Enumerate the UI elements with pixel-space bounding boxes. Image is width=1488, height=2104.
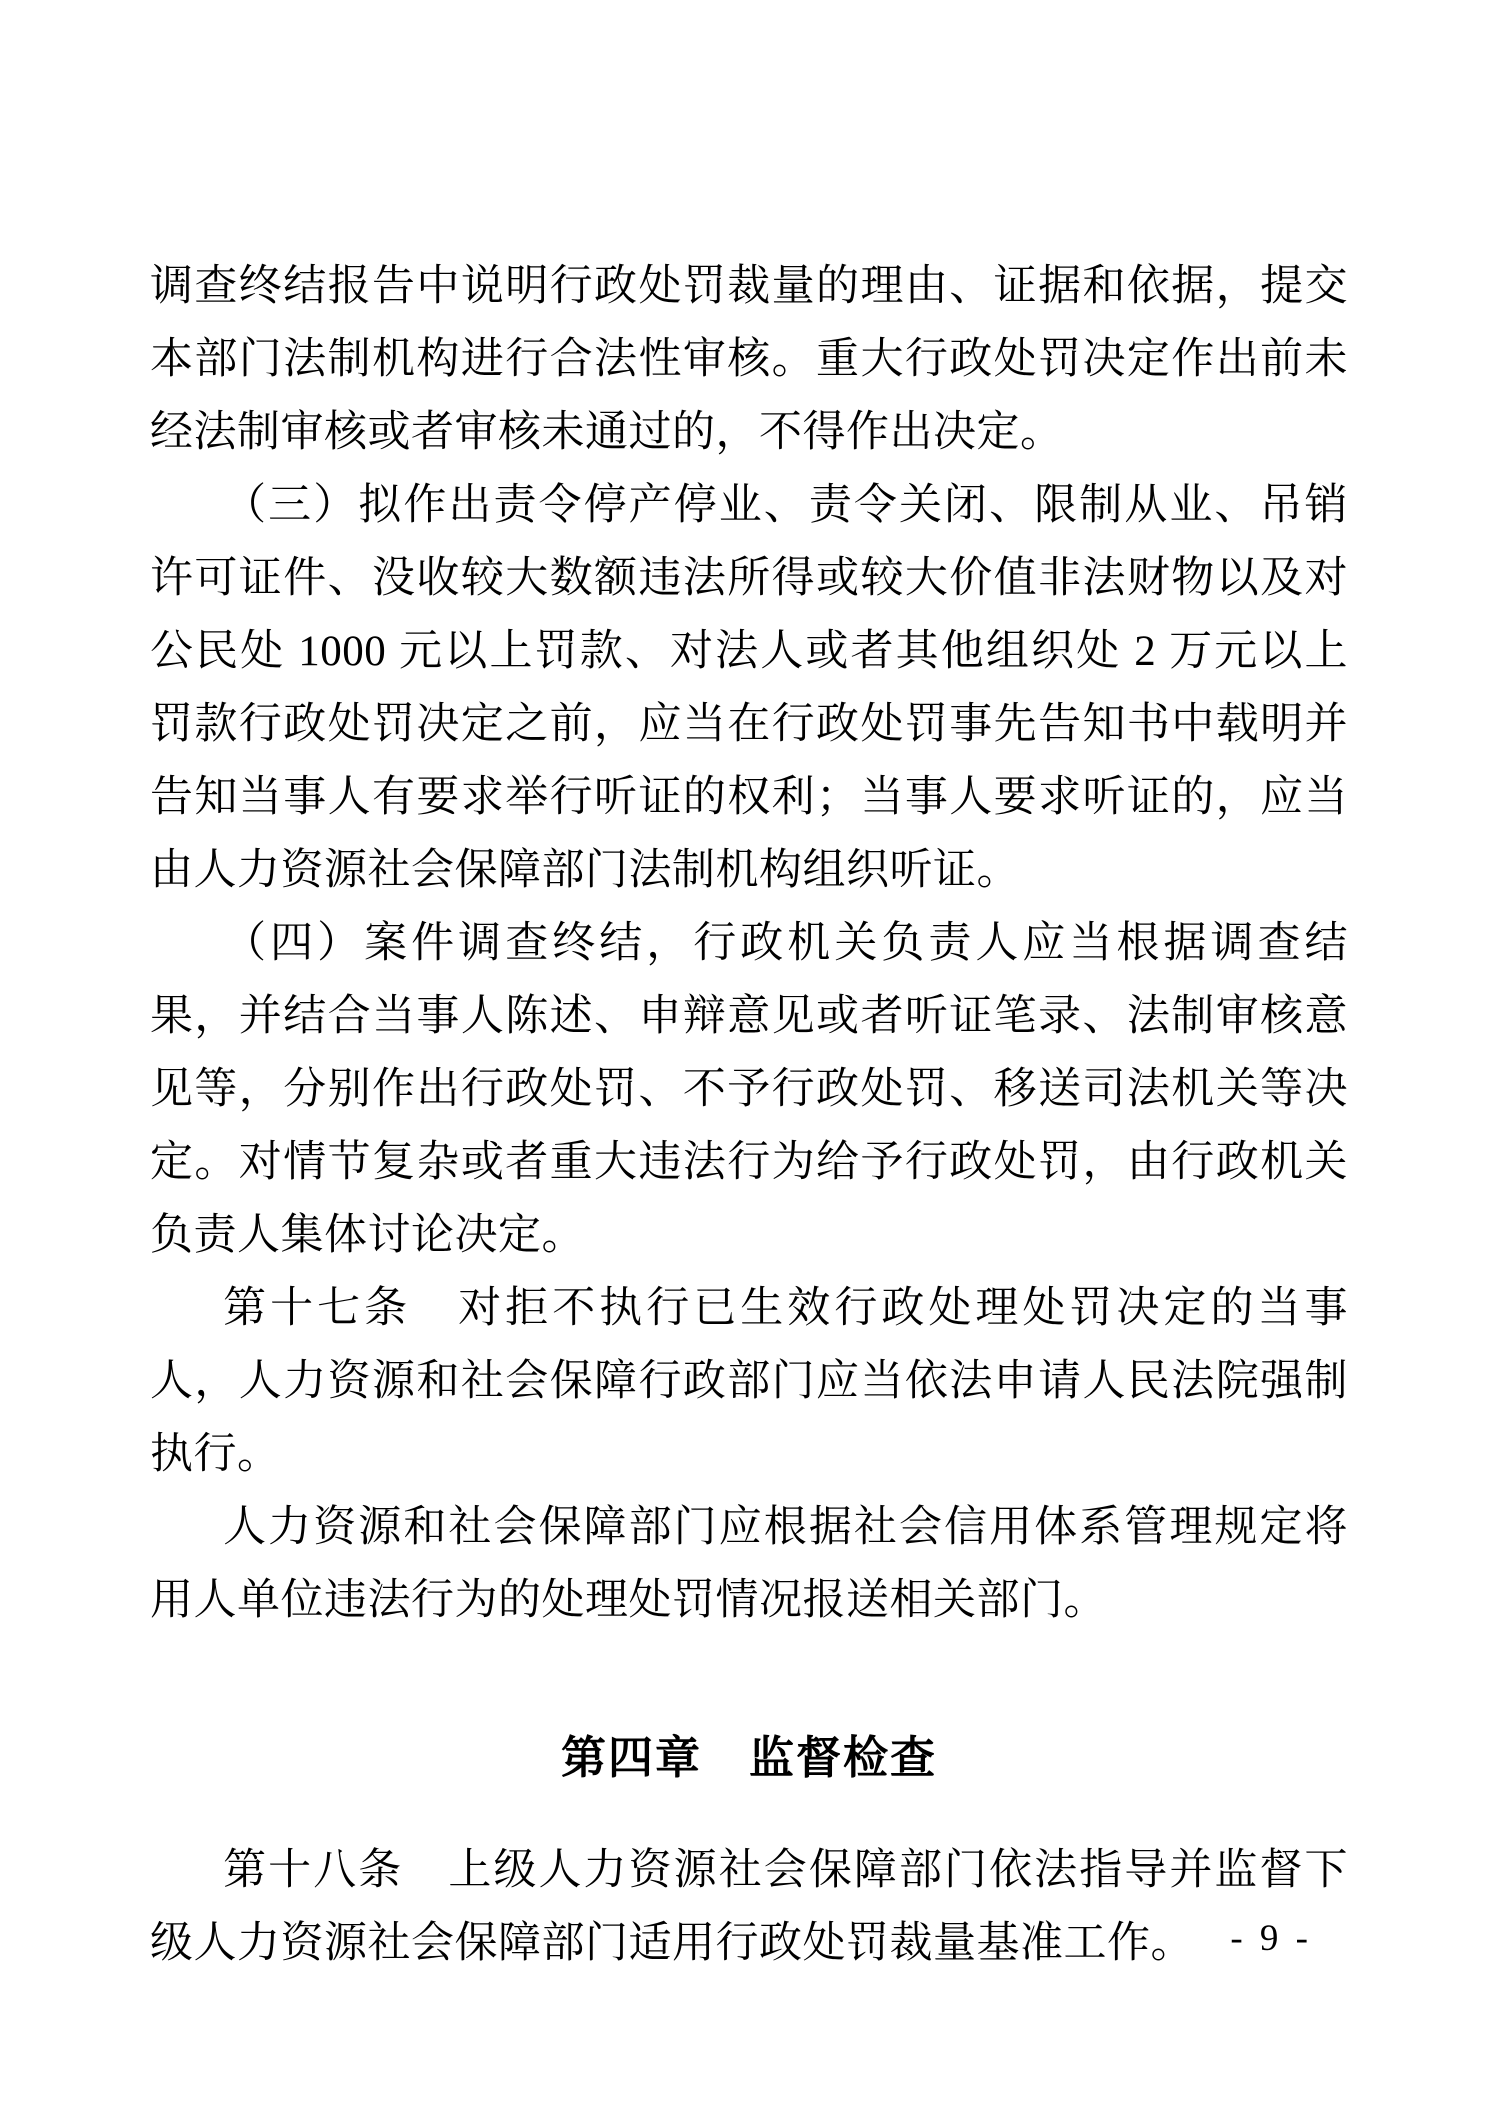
body-paragraphs-bottom <box>150 1834 1348 1980</box>
paragraph: （三）拟作出责令停产停业、责令关闭、限制从业、吊销许可证件、没收较大数额违法所得或较大价值非法财物以及对公民处 1000 元以上罚款、对法人或者其他组织处 2 万元以上罚款行政处罚决定之前，应当在行政处罚事先告知书中载明并告知当事人有要求举行听证的权利；当事人要求听证的，应当由人力资源社会保障部门法制机构组织听证。 <box>150 482 1348 894</box>
document-body <box>150 250 1348 1980</box>
paragraph: 调查终结报告中说明行政处罚裁量的理由、证据和依据，提交本部门法制机构进行合法性审核。重大行政处罚决定作出前未经法制审核或者审核未通过的，不得作出决定。 <box>150 263 1348 456</box>
body-paragraphs-top <box>150 250 1348 1637</box>
paragraph: （四）案件调查终结，行政机关负责人应当根据调查结果，并结合当事人陈述、申辩意见或者听证笔录、法制审核意见等，分别作出行政处罚、不予行政处罚、移送司法机关等决定。对情节复杂或者重大违法行为给予行政处罚，由行政机关负责人集体讨论决定。 <box>150 920 1348 1259</box>
page-number: - 9 - <box>1230 1918 1312 1959</box>
paragraph: 第十八条 上级人力资源社会保障部门依法指导并监督下级人力资源社会保障部门适用行政处罚裁量基准工作。 <box>150 1847 1348 1967</box>
paragraph: 第十七条 对拒不执行已生效行政处理处罚决定的当事人，人力资源和社会保障行政部门应当依法申请人民法院强制执行。 <box>150 1285 1348 1478</box>
chapter-heading: 第四章 监督检查 <box>560 1732 937 1783</box>
paragraph: 人力资源和社会保障部门应根据社会信用体系管理规定将用人单位违法行为的处理处罚情况报送相关部门。 <box>150 1504 1348 1624</box>
